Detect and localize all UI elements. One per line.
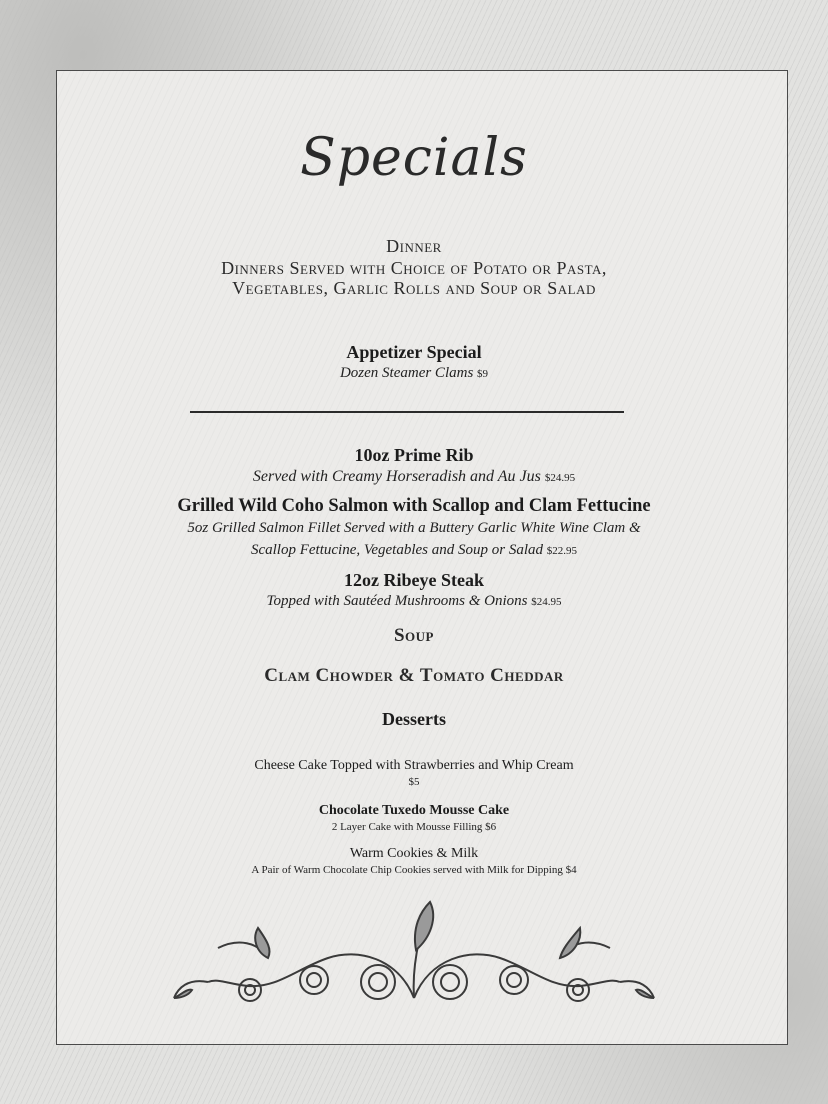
entree-price: $24.95 xyxy=(544,472,576,484)
entree-desc: Served with Creamy Horseradish and Au Jus xyxy=(252,468,541,485)
appetizer-heading: Appetizer Special xyxy=(346,342,482,362)
entree-desc-line-2 xyxy=(0,542,828,559)
dinner-line-2: Vegetables, Garlic Rolls and Soup or Salad xyxy=(232,278,596,298)
desserts-heading: Desserts xyxy=(382,709,446,729)
appetizer-desc-line xyxy=(0,365,828,382)
entree-desc-line xyxy=(0,593,828,610)
dinner-heading: Dinner xyxy=(386,236,442,256)
divider xyxy=(190,411,624,413)
dessert-name: Warm Cookies & Milk xyxy=(349,846,479,861)
appetizer-desc: Dozen Steamer Clams xyxy=(339,365,474,381)
entree-name: 10oz Prime Rib xyxy=(354,445,474,465)
soup-heading: Soup xyxy=(393,625,434,646)
dessert-desc: A Pair of Warm Chocolate Chip Cookies served with Milk for Dipping $4 xyxy=(251,864,577,876)
entree-desc-line xyxy=(0,468,828,486)
dessert-price: $5 xyxy=(408,776,420,788)
entree-name: 12oz Ribeye Steak xyxy=(344,570,484,590)
dinner-line-1: Dinners Served with Choice of Potato or Pasta, xyxy=(221,258,607,278)
dessert-name: Cheese Cake Topped with Strawberries and Whip Cream xyxy=(254,758,574,773)
entree-price: $24.95 xyxy=(531,596,562,608)
entree-desc: Scallop Fettucine, Vegetables and Soup or Salad xyxy=(250,542,544,558)
dessert-name: Chocolate Tuxedo Mousse Cake xyxy=(318,803,510,818)
entree-name: Grilled Wild Coho Salmon with Scallop and Clam Fettucine xyxy=(177,496,651,516)
page-title: Specials xyxy=(300,128,528,188)
appetizer-price: $9 xyxy=(477,368,489,380)
soup-item: Clam Chowder & Tomato Cheddar xyxy=(264,665,564,686)
entree-desc-line-1: 5oz Grilled Salmon Fillet Served with a Buttery Garlic White Wine Clam & xyxy=(187,520,641,536)
dessert-desc: 2 Layer Cake with Mousse Filling $6 xyxy=(331,821,497,833)
entree-desc: Topped with Sautéed Mushrooms & Onions xyxy=(266,593,528,609)
entree-price: $22.95 xyxy=(546,545,578,557)
flourish-ornament-icon xyxy=(168,898,660,1010)
